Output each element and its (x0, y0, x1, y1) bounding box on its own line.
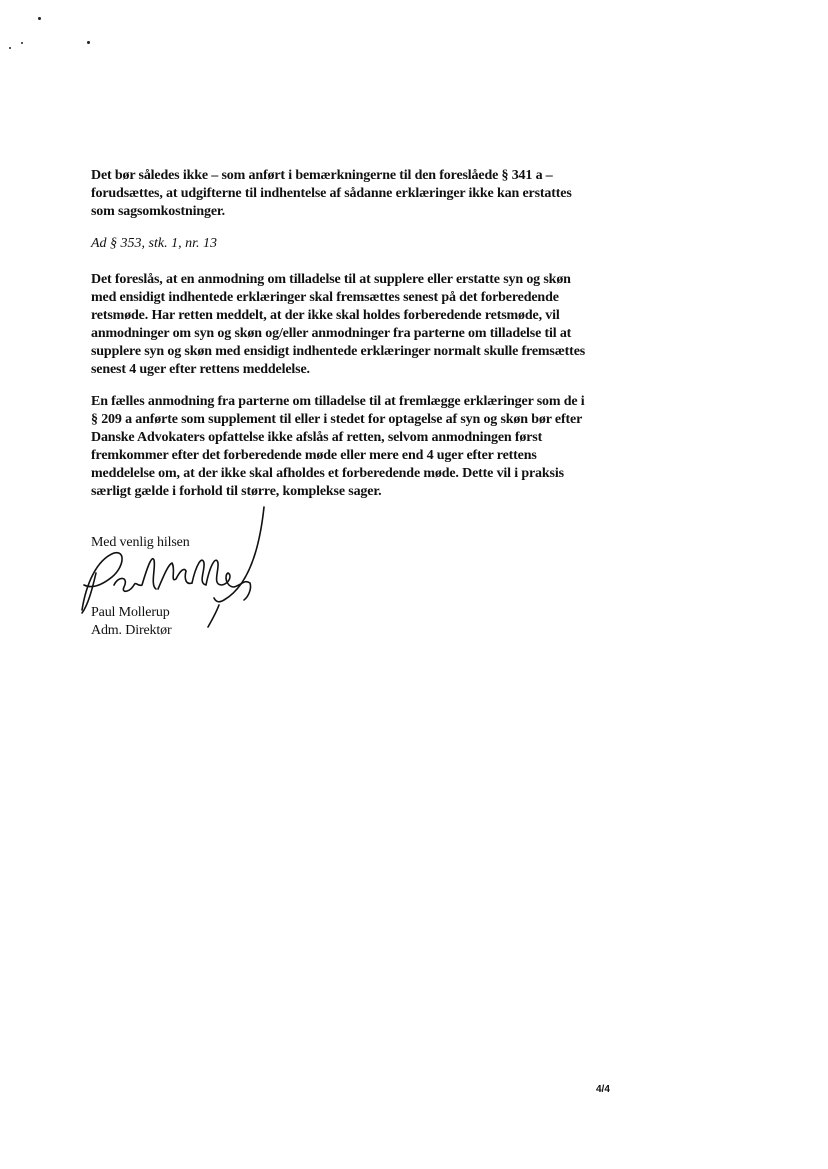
text-line: § 209 a anførte som supplement til eller i stedet for optagelse af syn og skøn bør efter (91, 412, 583, 427)
scan-speck (38, 17, 41, 20)
text-line: supplere syn og skøn med ensidigt indhentede erklæringer normalt skulle fremsættes (91, 344, 586, 359)
text-line: Danske Advokaters opfattelse ikke afslås af retten, selvom anmodningen først (91, 430, 543, 445)
section-heading: Ad § 353, stk. 1, nr. 13 (91, 236, 217, 251)
paragraph-3 (91, 393, 611, 501)
text-line: forudsættes, at udgifterne til indhentelse af sådanne erklæringer ikke kan erstattes (91, 186, 572, 201)
scan-speck (9, 47, 11, 49)
text-line: med ensidigt indhentede erklæringer skal fremsættes senest på det forberedende (91, 290, 559, 305)
text-line: Det bør således ikke – som anført i bemærkningerne til den foreslåede § 341 a – (91, 168, 553, 183)
text-line: meddelelse om, at der ikke skal afholdes et forberedende møde. Dette vil i praksis (91, 466, 564, 481)
text-line: særligt gælde i forhold til større, komplekse sager. (91, 484, 382, 499)
paragraph-2 (91, 271, 611, 379)
text-line: som sagsomkostninger. (91, 204, 226, 219)
scan-speck (87, 41, 90, 44)
signatory-title: Adm. Direktør (91, 623, 172, 638)
page-number: 4/4 (596, 1084, 610, 1095)
scan-speck (21, 42, 23, 44)
text-line: fremkommer efter det forberedende møde eller mere end 4 uger efter rettens (91, 448, 537, 463)
closing-greeting: Med venlig hilsen (91, 535, 190, 550)
text-line: senest 4 uger efter rettens meddelelse. (91, 362, 310, 377)
text-line: En fælles anmodning fra parterne om tilladelse til at fremlægge erklæringer som de i (91, 394, 585, 409)
text-line: anmodninger om syn og skøn og/eller anmodninger fra parterne om tilladelse til at (91, 326, 572, 341)
text-line: Det foreslås, at en anmodning om tilladelse til at supplere eller erstatte syn og skøn (91, 272, 571, 287)
text-line: retsmøde. Har retten meddelt, at der ikke skal holdes forberedende retsmøde, vil (91, 308, 560, 323)
signatory-name: Paul Mollerup (91, 605, 170, 620)
paragraph-1 (91, 167, 611, 221)
